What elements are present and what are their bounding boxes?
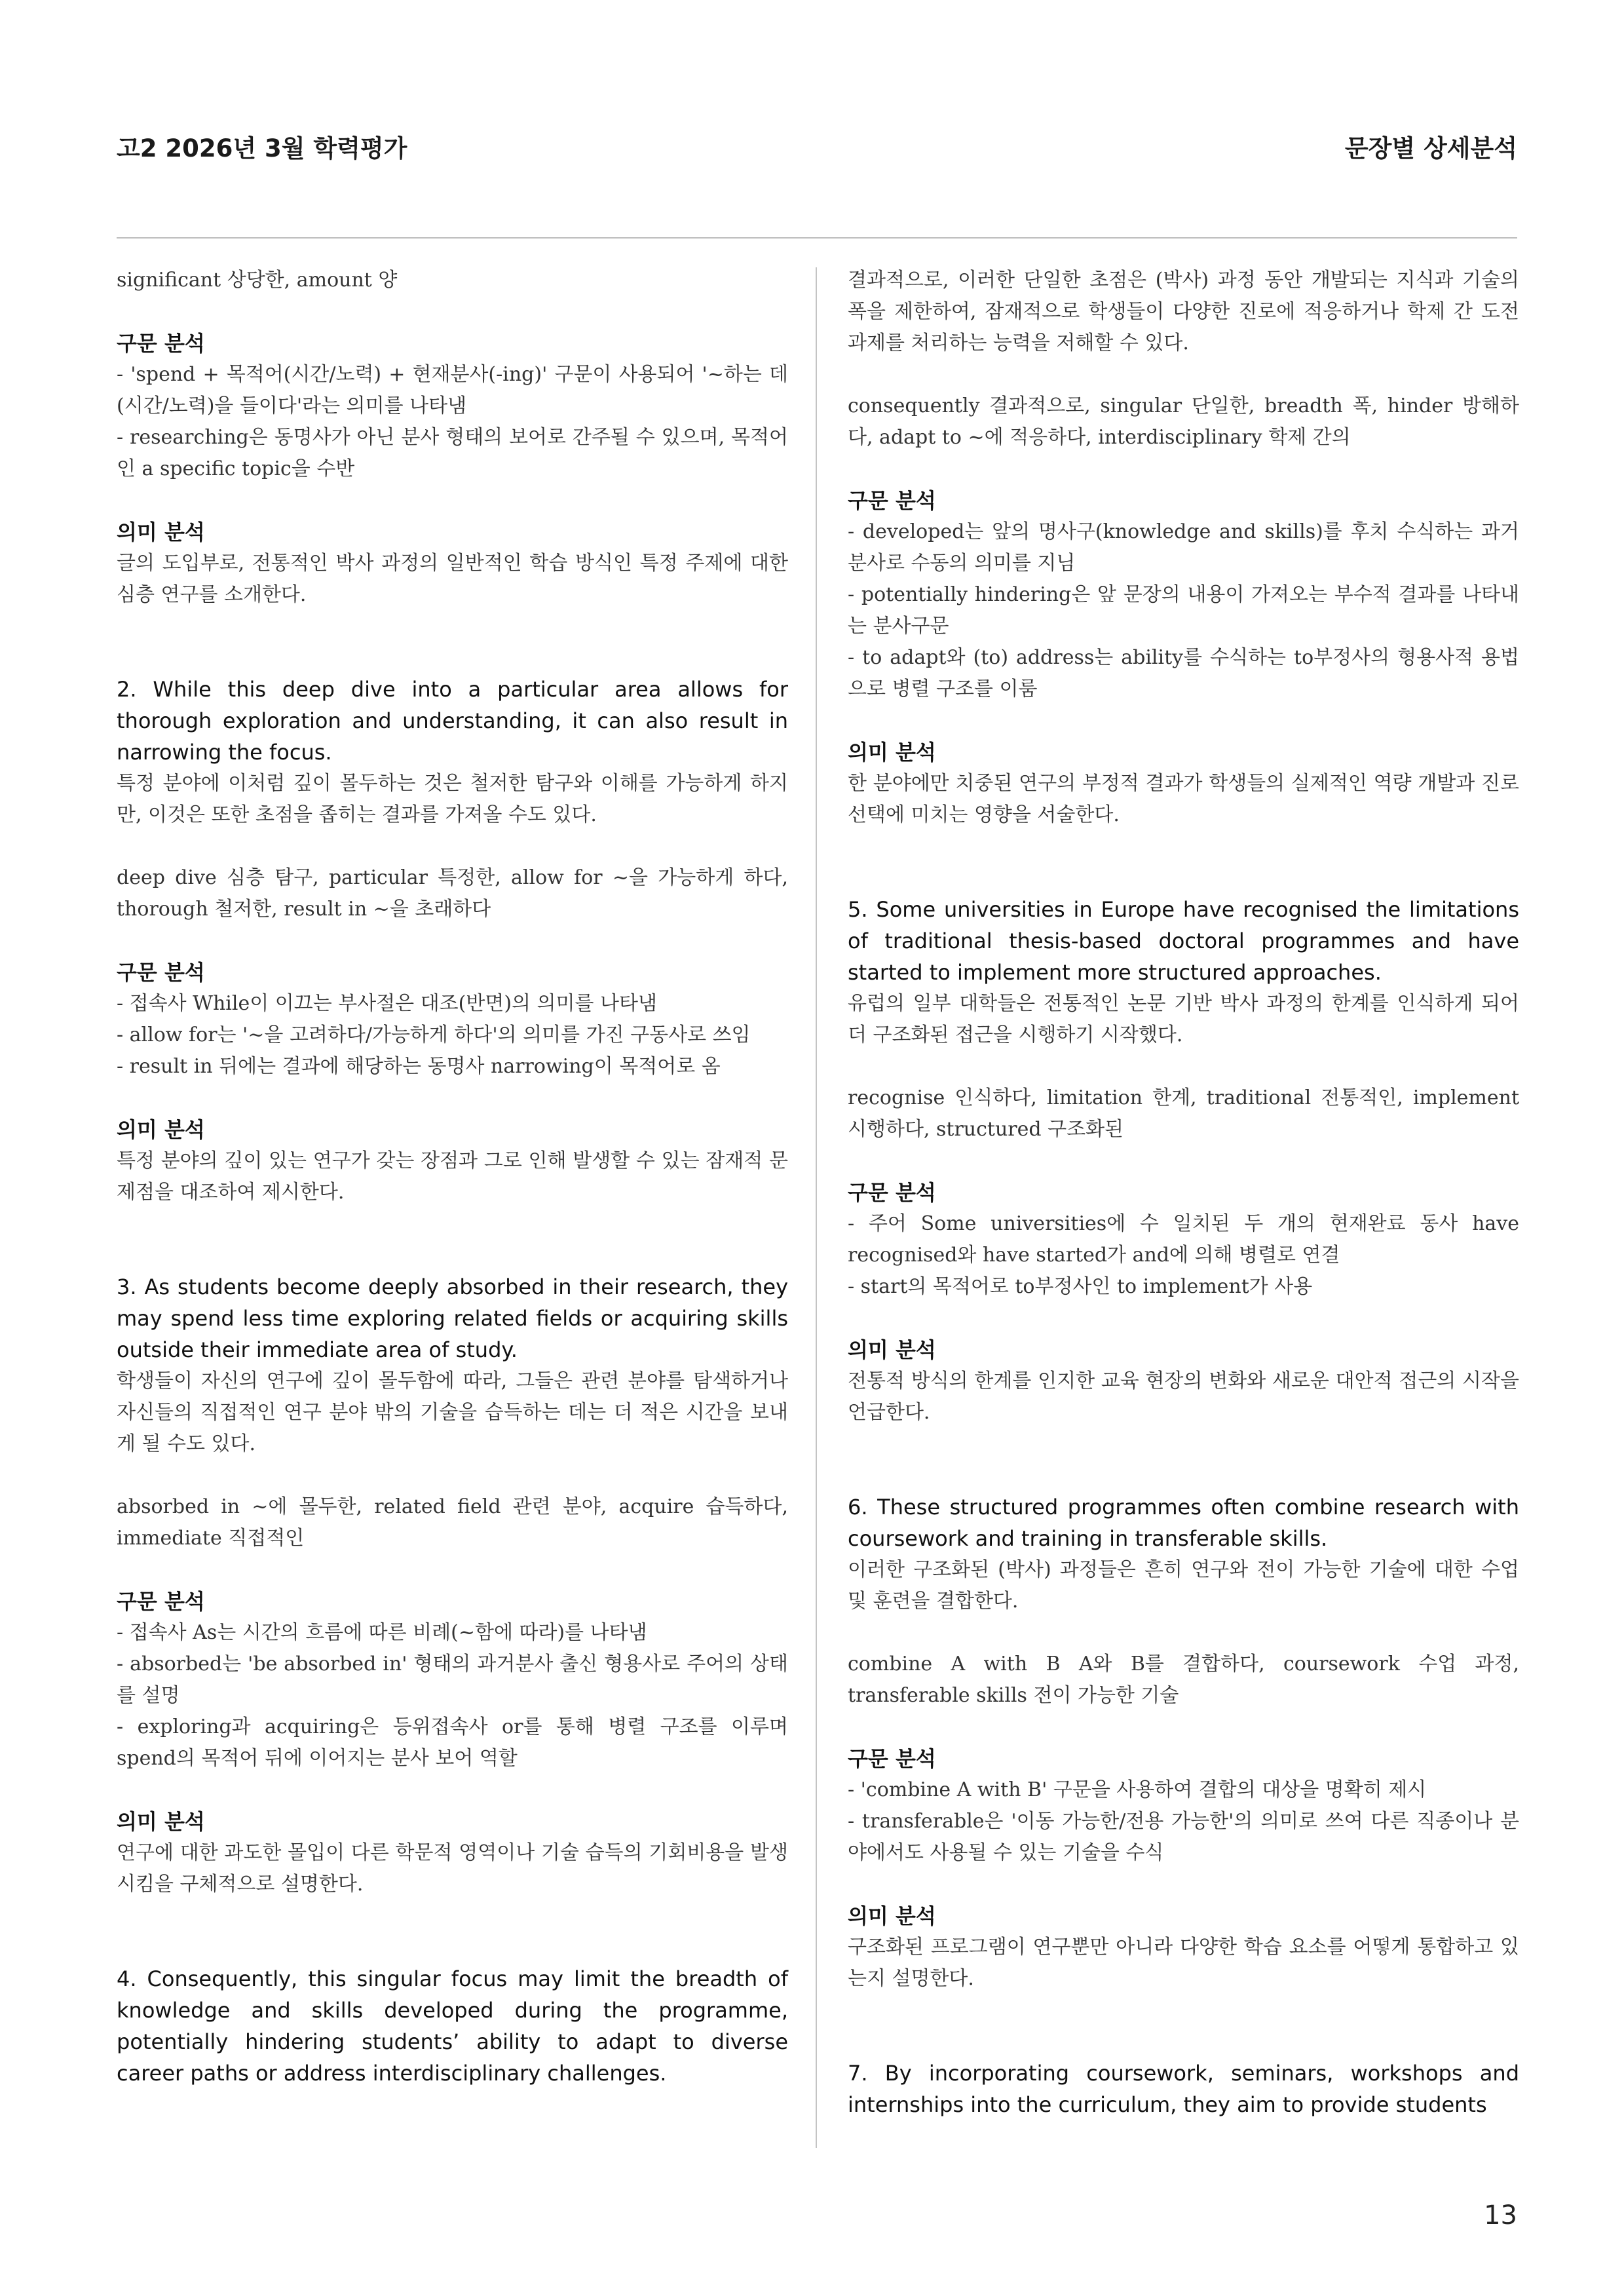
grammar-heading: 구문 분석 — [848, 1180, 936, 1205]
grammar-item: - potentially hindering은 앞 문장의 내용이 가져오는 부수적 결과를 나타내는 분사구문 — [848, 583, 1519, 638]
english-sentence: 7. By incorporating coursework, seminars, workshops and internships into the curriculum, they aim to provide students — [848, 2061, 1519, 2117]
left-column — [117, 265, 788, 2089]
korean-translation: 학생들이 자신의 연구에 깊이 몰두함에 따라, 그들은 관련 분야를 탐색하거나 자신들의 직접적인 연구 분야 밖의 기술을 습득하는 데는 더 적은 시간을 보내게 될 수도 있다. — [117, 1369, 788, 1455]
vocab-text: consequently 결과적으로, singular 단일한, breadth 폭, hinder 방해하다, adapt to ~에 적응하다, interdisciplinary 학제 간의 — [848, 394, 1519, 449]
english-sentence: 2. While this deep dive into a particular area allows for thorough exploration and understanding, it can also result in narrowing the focus. — [117, 677, 788, 765]
grammar-item: - exploring과 acquiring은 등위접속사 or를 통해 병렬 구조를 이루며 spend의 목적어 뒤에 이어지는 분사 보어 역할 — [117, 1715, 788, 1770]
english-sentence: 4. Consequently, this singular focus may limit the breadth of knowledge and skills developed during the programme, potentially hindering students’ ability to adapt to diverse career paths or address interdisciplinary challenges. — [117, 1966, 788, 2086]
korean-translation: 결과적으로, 이러한 단일한 초점은 (박사) 과정 동안 개발되는 지식과 기술의 폭을 제한하여, 잠재적으로 학생들이 다양한 진로에 적응하거나 학제 간 도전 과제를 처리하는 능력을 저해할 수 있다. — [848, 269, 1519, 354]
meaning-heading: 의미 분석 — [117, 520, 205, 545]
english-sentence: 3. As students become deeply absorbed in their research, they may spend less time exploring related fields or acquiring skills outside their immediate area of study. — [117, 1274, 788, 1362]
vocab-text: combine A with B A와 B를 결합하다, coursework 수업 과정, transferable skills 전이 가능한 기술 — [848, 1653, 1519, 1707]
vocab-text: significant 상당한, amount 양 — [117, 269, 398, 292]
grammar-item: - 'combine A with B' 구문을 사용하여 결합의 대상을 명확히 제시 — [848, 1778, 1427, 1801]
right-column — [848, 265, 1519, 2120]
korean-translation: 유럽의 일부 대학들은 전통적인 논문 기반 박사 과정의 한계를 인식하게 되어 더 구조화된 접근을 시행하기 시작했다. — [848, 992, 1519, 1046]
grammar-heading: 구문 분석 — [848, 1746, 936, 1771]
grammar-item: - transferable은 '이동 가능한/전용 가능한'의 의미로 쓰여 다른 직종이나 분야에서도 사용될 수 있는 기술을 수식 — [848, 1810, 1519, 1864]
meaning-heading: 의미 분석 — [848, 1904, 936, 1928]
header-subtitle: 문장별 상세분석 — [1344, 134, 1517, 163]
meaning-heading: 의미 분석 — [117, 1117, 205, 1142]
grammar-heading: 구문 분석 — [117, 960, 205, 985]
meaning-heading: 의미 분석 — [848, 740, 936, 765]
grammar-item: - developed는 앞의 명사구(knowledge and skills)를 후치 수식하는 과거분사로 수동의 의미를 지님 — [848, 520, 1519, 575]
header-title: 고2 2026년 3월 학력평가 — [117, 134, 407, 163]
meaning-heading: 의미 분석 — [117, 1809, 205, 1834]
grammar-item: - researching은 동명사가 아닌 분사 형태의 보어로 간주될 수 있으며, 목적어인 a specific topic을 수반 — [117, 426, 788, 480]
column-divider — [816, 267, 817, 2148]
grammar-item: - absorbed는 'be absorbed in' 형태의 과거분사 출신 형용사로 주어의 상태를 설명 — [117, 1653, 788, 1707]
grammar-item: - start의 목적어로 to부정사인 to implement가 사용 — [848, 1275, 1313, 1298]
grammar-heading: 구문 분석 — [848, 488, 936, 513]
meaning-text: 특정 분야의 깊이 있는 연구가 갖는 장점과 그로 인해 발생할 수 있는 잠재적 문제점을 대조하여 제시한다. — [117, 1149, 788, 1204]
page-number: 13 — [1484, 2200, 1517, 2230]
grammar-heading: 구문 분석 — [117, 331, 205, 356]
meaning-text: 연구에 대한 과도한 몰입이 다른 학문적 영역이나 기술 습득의 기회비용을 발생시킴을 구체적으로 설명한다. — [117, 1841, 788, 1896]
grammar-item: - 접속사 While이 이끄는 부사절은 대조(반면)의 의미를 나타냄 — [117, 992, 657, 1015]
grammar-heading: 구문 분석 — [117, 1589, 205, 1614]
meaning-heading: 의미 분석 — [848, 1337, 936, 1362]
grammar-item: - 접속사 As는 시간의 흐름에 따른 비례(~함에 따라)를 나타냄 — [117, 1621, 647, 1644]
grammar-item: - 'spend + 목적어(시간/노력) + 현재분사(-ing)' 구문이 사용되어 '~하는 데 (시간/노력)을 들이다'라는 의미를 나타냄 — [117, 363, 788, 417]
grammar-item: - result in 뒤에는 결과에 해당하는 동명사 narrowing이 목적어로 옴 — [117, 1055, 721, 1078]
english-sentence: 6. These structured programmes often combine research with coursework and training in transferable skills. — [848, 1495, 1519, 1551]
meaning-text: 구조화된 프로그램이 연구뿐만 아니라 다양한 학습 요소를 어떻게 통합하고 있는지 설명한다. — [848, 1936, 1519, 1990]
meaning-text: 한 분야에만 치중된 연구의 부정적 결과가 학생들의 실제적인 역량 개발과 진로 선택에 미치는 영향을 서술한다. — [848, 772, 1519, 826]
vocab-text: absorbed in ~에 몰두한, related field 관련 분야, acquire 습득하다, immediate 직접적인 — [117, 1495, 788, 1550]
vocab-text: recognise 인식하다, limitation 한계, traditional 전통적인, implement 시행하다, structured 구조화된 — [848, 1086, 1519, 1141]
header-divider — [117, 237, 1517, 239]
grammar-item: - to adapt와 (to) address는 ability를 수식하는 to부정사의 형용사적 용법으로 병렬 구조를 이룸 — [848, 646, 1519, 700]
vocab-text: deep dive 심층 탐구, particular 특정한, allow for ~을 가능하게 하다, thorough 철저한, result in ~을 초래하다 — [117, 866, 788, 921]
korean-translation: 특정 분야에 이처럼 깊이 몰두하는 것은 철저한 탐구와 이해를 가능하게 하지만, 이것은 또한 초점을 좁히는 결과를 가져올 수도 있다. — [117, 772, 788, 826]
meaning-text: 글의 도입부로, 전통적인 박사 과정의 일반적인 학습 방식인 특정 주제에 대한 심층 연구를 소개한다. — [117, 552, 788, 606]
english-sentence: 5. Some universities in Europe have recognised the limitations of traditional thesis‑based doctoral programmes and have started to implement more structured approaches. — [848, 897, 1519, 985]
grammar-item: - 주어 Some universities에 수 일치된 두 개의 현재완료 동사 have recognised와 have started가 and에 의해 병렬로 연결 — [848, 1212, 1519, 1267]
grammar-item: - allow for는 '~을 고려하다/가능하게 하다'의 의미를 가진 구동사로 쓰임 — [117, 1024, 751, 1046]
korean-translation: 이러한 구조화된 (박사) 과정들은 흔히 연구와 전이 가능한 기술에 대한 수업 및 훈련을 결합한다. — [848, 1558, 1519, 1613]
meaning-text: 전통적 방식의 한계를 인지한 교육 현장의 변화와 새로운 대안적 접근의 시작을 언급한다. — [848, 1369, 1519, 1424]
